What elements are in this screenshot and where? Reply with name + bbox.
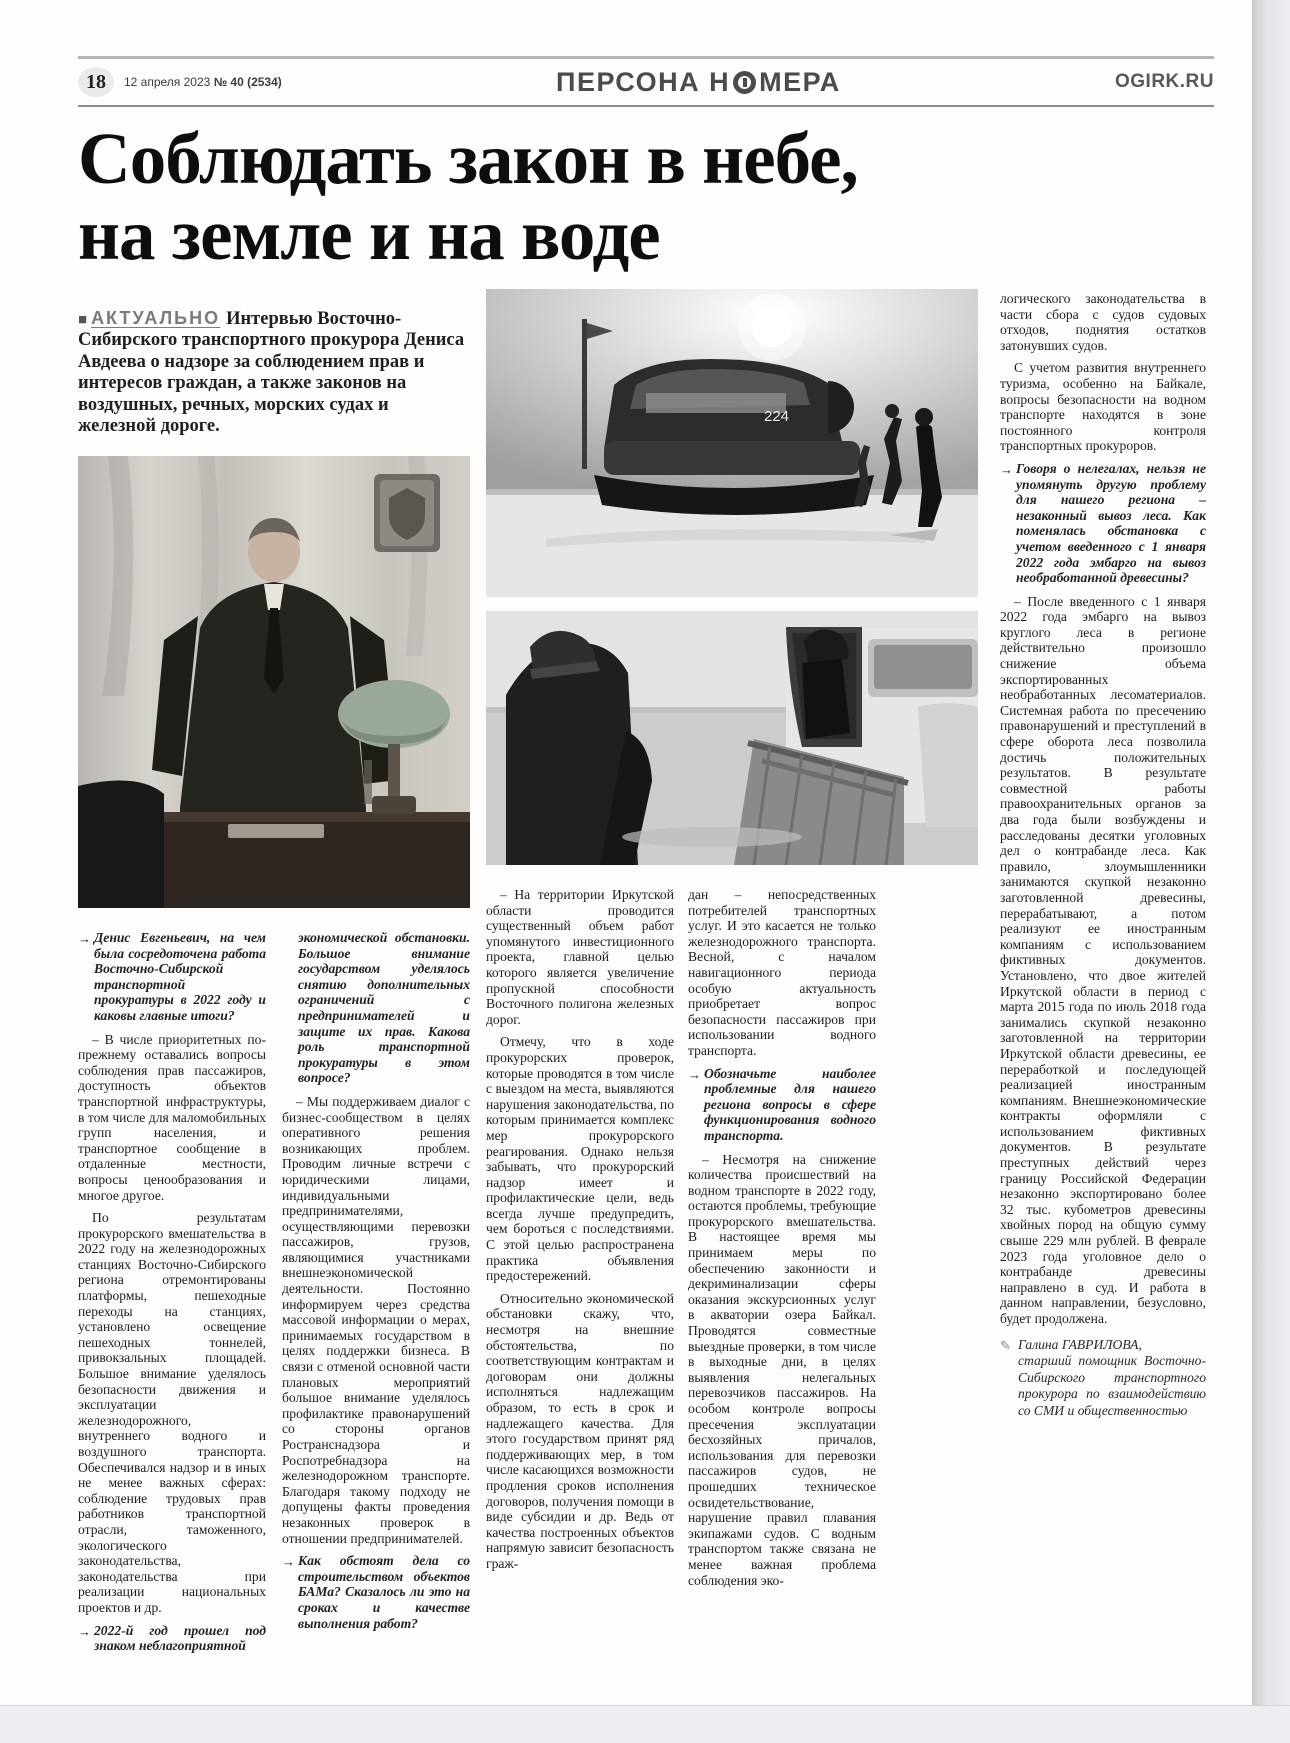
- middle-text-columns: [486, 887, 978, 1595]
- section-logo-icon: [733, 71, 756, 94]
- section-title-part1: ПЕРСОНА Н: [556, 66, 731, 97]
- right-block: [1000, 289, 1206, 1662]
- headline-line2: на земле и на воде: [78, 194, 660, 275]
- svg-text:224: 224: [764, 408, 790, 425]
- photo-ice-inspection: [486, 611, 978, 865]
- answer-paragraph: Относительно экономической обстановки скажу, что, несмотря на внешние обстоятельства, по соответствующим контрактам и договорам они должны исполняться надлежащим образом, то есть в срок и надлежащего качества. Для этого государством принят ряд поддерживающих мер, в том числе касающихся возможности продления сроков исполнения договоров, получения помощи в виде субсидии и др. Ведь от качества построенных объектов напрямую зависит безопасность граж-: [486, 1290, 674, 1571]
- question-arrow-icon: →: [282, 1554, 295, 1570]
- answer-paragraph: – После введенного с 1 января 2022 года эмбарго на вывоз круглого леса в регионе действительно произошло снижение объема экспортированных необработанных лесоматериалов. Системная работа по пресечению правонарушений и преступлений в сфере оборота леса позволила достичь положительных результатов. В результате совместной работы правоохранительных органов за два года были возбуждены и расследованы десятки уголовных дел о контрабанде леса. Как правило, злоумышленники занимаются скупкой незаконно заготовленной древесины, перерабатывают, а потом реализуют ее иностранным компаниям с использованием фиктивных документов. Установлено, что двое жителей Иркутской области в период с марта 2015 года по июль 2018 года занимались скупкой незаконно заготовленной на территории Иркутской области древесины, ее переработкой и последующей реализацией иностранным компаниям. Внешнеэкономические контракты оформляли с использованием фиктивных документов. В результате преступных действий через границу Российской Федерации незаконно экспортировано более 32 тыс. кубометров древесины хвойных пород на общую сумму свыше 229 млн рублей. В феврале 2023 года уголовное дело о контрабанде древесины направлено в суд. И работа в данном направлении, безусловно, будет продолжена.: [1000, 593, 1206, 1326]
- scan-edge-bottom: [0, 1705, 1290, 1743]
- section-title-part2: МЕРА: [759, 66, 841, 97]
- answer-paragraph: С учетом развития внутреннего туризма, особенно на Байкале, вопросы безопасности на водном транспорте находятся в зоне постоянного контроля транспортных прокуроров.: [1000, 360, 1206, 454]
- text-column-3: [486, 887, 674, 1595]
- article-headline: [78, 118, 1214, 275]
- answer-paragraph-continued: логического законодательства в части сбора с судов судовых отходов, поднятия остатков затонувших судов.: [1000, 291, 1206, 353]
- page-header: [78, 56, 1214, 107]
- answer-paragraph-continued: дан – непосредственных потребителей транспортных услуг. И это касается не только железнодорожного транспорта. Весной, с началом навигационного периода особую актуальность приобретает вопрос безопасности пассажиров при использовании водного транспорта.: [688, 887, 876, 1058]
- question-paragraph: → Говоря о нелегалах, нельзя не упомянуть другую проблему для нашего региона – незаконный вывоз леса. Как поменялась обстановка с учетом введенного с 1 января 2022 года эмбарго на вывоз необработанной древесины?: [1000, 460, 1206, 586]
- question-arrow-icon: →: [78, 931, 91, 946]
- question-arrow-icon: →: [78, 1623, 91, 1639]
- lead-text: Интервью Восточно-Сибирского транспортного прокурора Дениса Авдеева о надзоре за соблюдением прав и интересов граждан, а также законов на воздушных, речных, морских судах и железной дороге.: [78, 308, 465, 436]
- answer-paragraph: Отмечу, что в ходе прокурорских проверок, которые проводятся в том числе с выездом на места, выявляются нарушения законодательства, по которым принимается комплекс мер прокурорского реагирования. Однако нельзя забывать, что прокурорский надзор имеет и профилактические цели, ведь всегда лучше предупредить, чем бороться с последствиями. С этой целью распространена практика объявления предостережений.: [486, 1034, 674, 1284]
- author-name: Галина ГАВРИЛОВА,: [1018, 1336, 1142, 1352]
- date-text: 12 апреля 2023: [124, 75, 211, 89]
- photo-hovercraft-on-ice: [486, 289, 978, 597]
- page-number: 18: [78, 67, 114, 97]
- header-left: [78, 67, 282, 97]
- answer-paragraph: – Мы поддерживаем диалог с бизнес-сообществом в целях оперативного решения возникающих проблем. Проводим личные встречи с юридическими лицами, индивидуальными предпринимателями, осуществляющими перевозки пассажиров, грузов, являющимися участниками внешнеэкономической деятельности. Постоянно информируем через средства массовой информации о мерах, принимаемых государством в целях поддержки бизнеса. В связи с отменой основной части плановых мероприятий большое внимание уделялось профилактике правонарушений со стороны органов Ространснадзора и Роспотребнадзора на железнодорожном транспорте. Благодаря такому подходу не допущены факты проведения незаконных проверок в отношении предпринимателей.: [282, 1093, 470, 1546]
- lead-paragraph: [78, 308, 470, 438]
- question-paragraph: → 2022-й год прошел под знаком неблагоприятной: [78, 1622, 266, 1654]
- lead-square-icon: ■: [78, 310, 88, 328]
- question-paragraph: → Денис Евгеньевич, на чем была сосредоточена работа Восточно-Сибирской транспортной прокуратуры в 2022 году и каковы главные итоги?: [78, 930, 266, 1023]
- text-column-2: [282, 930, 470, 1662]
- author-role: старший помощник Восточно-Сибирского транспортного прокурора по взаимодействию со СМИ и общественностью: [1018, 1353, 1206, 1418]
- question-paragraph-continued: экономической обстановки. Большое внимание государством уделялось снятию дополнительных ограничений с предпринимателей и защите их прав. Какова роль транспортной прокуратуры в этом вопросе?: [298, 930, 470, 1086]
- rubric-label: АКТУАЛЬНО: [91, 307, 221, 328]
- text-column-4: [688, 887, 876, 1595]
- question-arrow-icon: →: [688, 1066, 701, 1082]
- author-byline: [1000, 1337, 1206, 1420]
- answer-paragraph: – На территории Иркутской области проводится существенный объем работ упомянутого инвестиционного проекта, главной целью которого является увеличение пропускной способности Восточного полигона железных дорог.: [486, 887, 674, 1027]
- dateline: [124, 75, 282, 89]
- question-paragraph: → Обозначьте наиболее проблемные для нашего региона вопросы в сфере функционирования водного транспорта.: [688, 1065, 876, 1143]
- question-paragraph: → Как обстоят дела со строительством объектов БАМа? Сказалось ли это на сроках и качестве выполнения работ?: [282, 1553, 470, 1631]
- middle-block: [486, 289, 978, 1662]
- headline-line1: Соблюдать закон в небе,: [78, 118, 858, 199]
- left-text-columns: [78, 930, 470, 1662]
- text-column-1: [78, 930, 266, 1662]
- text-column-5: [1000, 291, 1206, 1419]
- answer-paragraph: – Несмотря на снижение количества происшествий на водном транспорте в 2022 году, остаются проблемы, требующие прокурорского вмешательства. В настоящее время мы принимаем меры по обеспечению законности и декриминализации сферы оказания экскурсионных услуг в акватории озера Байкал. Проводятся совместные выездные проверки, в том числе в выходные дни, в целях выявления нелегальных перевозчиков пассажиров. На особом контроле вопросы пресечения эксплуатации бесхозяйных причалов, использования для перевозки пассажиров судов, не прошедших техническое освидетельствование, нарушение правил плавания экипажами судов. С водным транспортом также связана не менее важная проблема соблюдения эко-: [688, 1151, 876, 1588]
- answer-paragraph: По результатам прокурорского вмешательства в 2022 году на железнодорожных станциях Восточно-Сибирского региона отремонтированы платформы, пешеходные переходы на станциях, установлено освещение пешеходных тоннелей, привокзальных площадей. Большое внимание уделялось безопасности движения и эксплуатации железнодорожного, внутреннего водного и воздушного транспорта. Обеспечивался надзор и в иных не менее важных сферах: соблюдение трудовых прав работников транспортной отрасли, таможенного, экологического законодательства, законодательства при реализации национальных проектов и др.: [78, 1210, 266, 1615]
- article-body: [78, 289, 1214, 1662]
- section-title: [556, 67, 841, 98]
- scan-edge-right: [1252, 0, 1290, 1743]
- pen-icon: ✎: [1000, 1337, 1011, 1353]
- left-block: [78, 289, 470, 1662]
- photo-prosecutor-portrait: [78, 456, 470, 908]
- question-arrow-icon: →: [1000, 461, 1013, 477]
- site-url: OGIRK.RU: [1115, 71, 1214, 92]
- answer-paragraph: – В числе приоритетных по-прежнему оставались вопросы соблюдения прав пассажиров, доступность объектов транспортной инфраструктуры, в том числе для маломобильных групп населения, и транспортное сообщение в отдаленные местности, вопросы ценообразования и многое другое.: [78, 1031, 266, 1203]
- issue-number: № 40 (2534): [213, 75, 282, 89]
